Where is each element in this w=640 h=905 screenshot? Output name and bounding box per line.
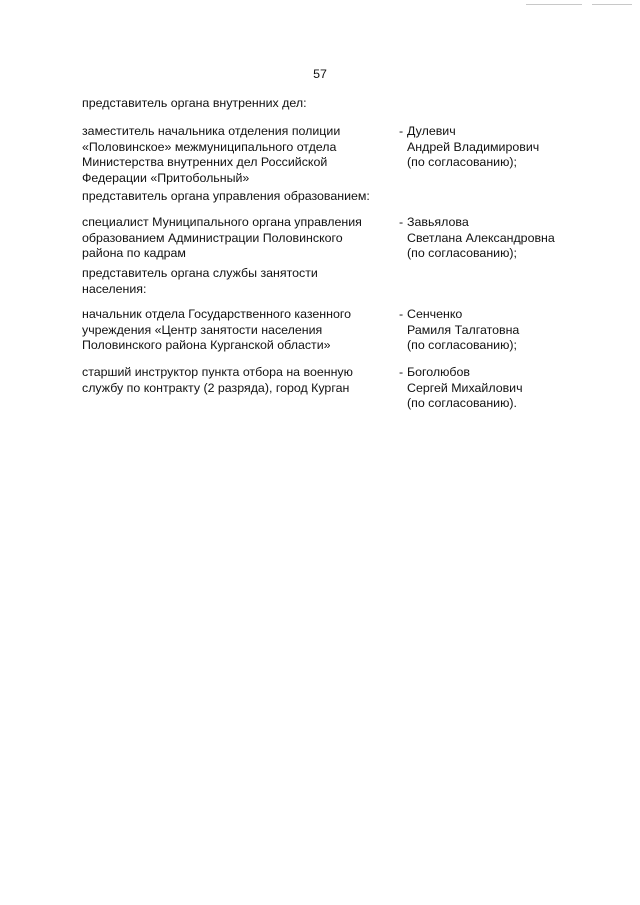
dash: - [399,307,404,321]
position-line: учреждения «Центр занятости населения [82,322,323,337]
person-surname: - Боголюбов [399,365,470,379]
dash: - [399,365,404,379]
position-line: заместитель начальника отделения полиции [82,124,341,138]
person-name: Рамиля Талгатовна [407,322,520,337]
position-line: Федерации «Притобольный» [82,170,250,185]
person-note: (по согласованию); [407,338,517,352]
member-person [399,124,599,171]
person-surname: - Завьялова [399,215,469,229]
position-line: старший инструктор пункта отбора на военную [82,365,353,379]
member-position [82,124,392,186]
scan-artifact-line [592,4,632,5]
person-note: (по согласованию). [407,396,517,410]
dash: - [399,215,404,229]
member-position [82,365,392,396]
heading-line: населения: [82,281,147,296]
position-line: начальник отдела Государственного казенного [82,307,351,321]
person-note: (по согласованию); [407,246,517,260]
position-line: службу по контракту (2 разряда), город Курган [82,380,350,395]
position-line: образованием Администрации Половинского [82,230,343,245]
position-line: района по кадрам [82,246,186,260]
position-line: Министерства внутренних дел Российской [82,155,328,169]
scan-artifact-line [526,4,582,5]
person-surname: - Дулевич [399,124,456,138]
dash: - [399,124,404,138]
person-name: Светлана Александровна [407,230,555,245]
section-heading-employment [82,266,402,297]
section-heading-education [82,189,402,205]
heading-line: представитель органа управления образованием: [82,189,370,203]
member-position [82,307,392,354]
page-number: 57 [313,67,327,81]
member-person [399,365,599,412]
member-person [399,307,599,354]
position-line: «Половинское» межмуниципального отдела [82,139,337,154]
person-name: Андрей Владимирович [407,139,540,154]
member-position [82,215,392,262]
position-line: специалист Муниципального органа управления [82,215,362,229]
person-surname: - Сенченко [399,307,463,321]
heading-line: представитель органа службы занятости [82,266,318,280]
person-note: (по согласованию); [407,155,517,169]
member-person [399,215,599,262]
person-name: Сергей Михайлович [407,380,523,395]
heading-line: представитель органа внутренних дел: [82,96,307,110]
position-line: Половинского района Курганской области» [82,338,331,352]
section-heading-internal-affairs [82,96,402,112]
